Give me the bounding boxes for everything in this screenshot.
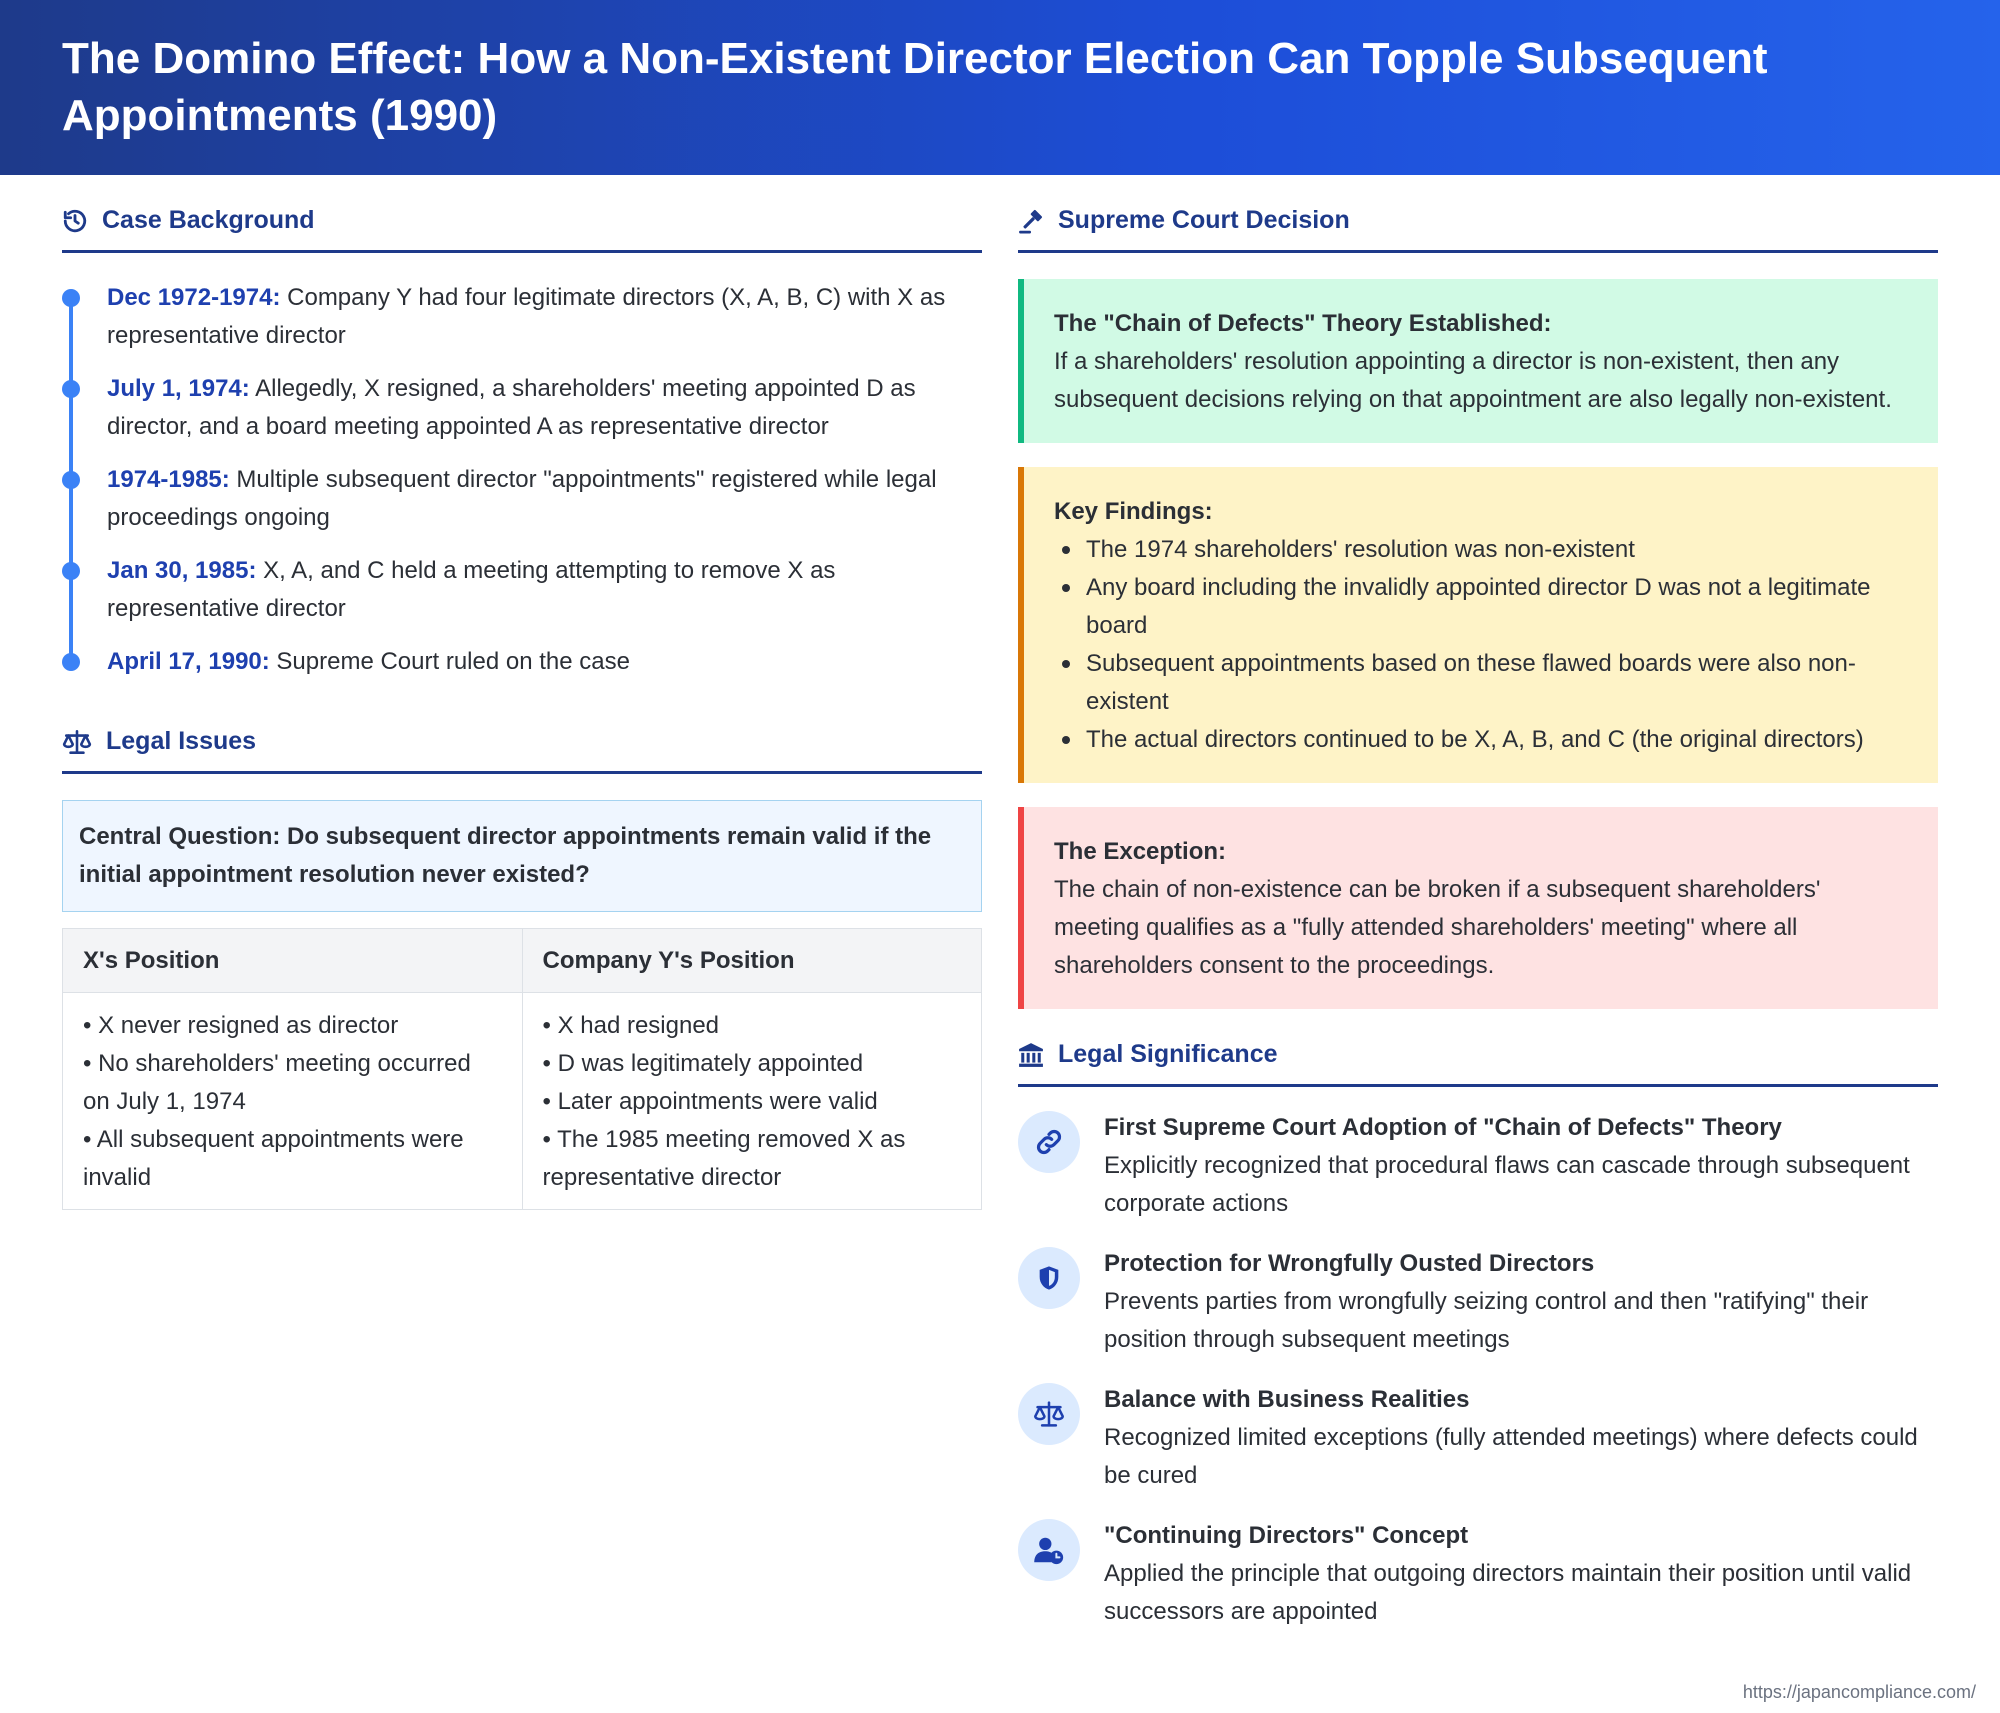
significance-content [1104,1517,1938,1631]
timeline-date: Jan 30, 1985: [107,557,257,584]
timeline-dot [62,562,80,580]
table-header-row [63,929,982,993]
column-header-x: X's Position [63,929,523,993]
significance-text: Applied the principle that outgoing directors maintain their position until valid successors are appointed [1104,1560,1912,1625]
y-position-cell [522,993,982,1210]
gavel-icon [1018,208,1044,234]
significance-text: Recognized limited exceptions (fully attended meetings) where defects could be cured [1104,1424,1918,1489]
right-column [1018,175,1938,1653]
timeline-dot [62,380,80,398]
source-url: https://japancompliance.com/ [1742,1682,1976,1702]
significance-title: Protection for Wrongfully Ousted Directors [1104,1250,1595,1277]
significance-content [1104,1109,1938,1223]
section-supreme-court-decision [1018,175,1938,253]
box-text: If a shareholders' resolution appointing a director is non-existent, then any subsequent decisions relying on that appointment are also legally non-existent. [1054,348,1892,413]
position-point: • Later appointments were valid [542,1088,878,1115]
exception-box [1018,807,1938,1009]
box-title: Key Findings: [1054,498,1213,525]
findings-list [1054,531,1908,759]
box-text: The chain of non-existence can be broken if a subsequent shareholders' meeting qualifies as a "fully attended shareholders' meeting" where all shareholders consent to the proceedings. [1054,876,1821,979]
timeline-text: Company Y had four legitimate directors (X, A, B, C) with X as representative director [107,284,946,349]
position-point: • The 1985 meeting removed X as representative director [542,1126,906,1191]
list-item: The actual directors continued to be X, A, B, and C (the original directors) [1054,721,1908,759]
timeline-item [107,279,982,355]
key-findings-box [1018,467,1938,783]
scale-icon [1018,1383,1080,1445]
position-point: • All subsequent appointments were invalid [83,1126,464,1191]
link-icon [1018,1111,1080,1173]
section-case-background [62,175,982,253]
timeline-item [107,370,982,446]
timeline-item [107,643,982,681]
left-column [62,175,982,1210]
history-icon [62,208,88,234]
position-point: • No shareholders' meeting occurred on July 1, 1974 [83,1050,471,1115]
significance-item [1018,1381,1938,1495]
section-legal-issues [62,696,982,774]
chain-of-defects-box [1018,279,1938,443]
significance-list [1018,1109,1938,1631]
table-row [63,993,982,1210]
user-clock-icon [1018,1519,1080,1581]
significance-item [1018,1109,1938,1223]
timeline-dot [62,653,80,671]
section-title-text: Legal Significance [1058,1040,1278,1068]
timeline-date: July 1, 1974: [107,375,250,402]
landmark-icon [1018,1042,1044,1068]
section-legal-significance [1018,1009,1938,1087]
significance-title: "Continuing Directors" Concept [1104,1522,1469,1549]
significance-item [1018,1517,1938,1631]
position-point: • D was legitimately appointed [542,1050,864,1077]
x-position-cell [63,993,523,1210]
shield-icon [1018,1247,1080,1309]
significance-content [1104,1245,1938,1359]
timeline-item [107,552,982,628]
section-title-text: Legal Issues [106,727,257,755]
list-item: The 1974 shareholders' resolution was non-existent [1054,531,1908,569]
central-question: Central Question: Do subsequent director appointments remain valid if the initial appointment resolution never existed? [62,800,982,912]
column-header-y: Company Y's Position [522,929,982,993]
significance-item [1018,1245,1938,1359]
significance-title: Balance with Business Realities [1104,1386,1470,1413]
timeline-dot [62,289,80,307]
timeline-date: Dec 1972-1974: [107,284,281,311]
timeline-text: Allegedly, X resigned, a shareholders' meeting appointed D as director, and a board meeting appointed A as representative director [107,375,916,440]
page-header [0,0,2000,175]
box-title: The Exception: [1054,838,1227,865]
timeline-text: Supreme Court ruled on the case [269,648,630,675]
significance-text: Explicitly recognized that procedural flaws can cascade through subsequent corporate actions [1104,1152,1910,1217]
significance-content [1104,1381,1938,1495]
timeline-item [107,461,982,537]
position-point: • X had resigned [542,1012,720,1039]
section-title-text: Case Background [102,206,315,234]
list-item: Any board including the invalidly appointed director D was not a legitimate board [1054,569,1908,645]
positions-table [62,928,982,1210]
timeline-date: 1974-1985: [107,466,230,493]
timeline [62,279,982,681]
page-title: The Domino Effect: How a Non-Existent Director Election Can Topple Subsequent Appointments (1990) [62,34,1768,140]
significance-text: Prevents parties from wrongfully seizing control and then "ratifying" their position through subsequent meetings [1104,1288,1869,1353]
significance-title: First Supreme Court Adoption of "Chain of Defects" Theory [1104,1114,1782,1141]
timeline-text: X, A, and C held a meeting attempting to remove X as representative director [107,557,836,622]
timeline-dot [62,471,80,489]
timeline-date: April 17, 1990: [107,648,270,675]
timeline-text: Multiple subsequent director "appointments" registered while legal proceedings ongoing [107,466,937,531]
section-title-text: Supreme Court Decision [1058,206,1350,234]
position-point: • X never resigned as director [83,1012,399,1039]
box-title: The "Chain of Defects" Theory Established: [1054,310,1552,337]
list-item: Subsequent appointments based on these flawed boards were also non-existent [1054,645,1908,721]
scale-icon [62,729,92,755]
